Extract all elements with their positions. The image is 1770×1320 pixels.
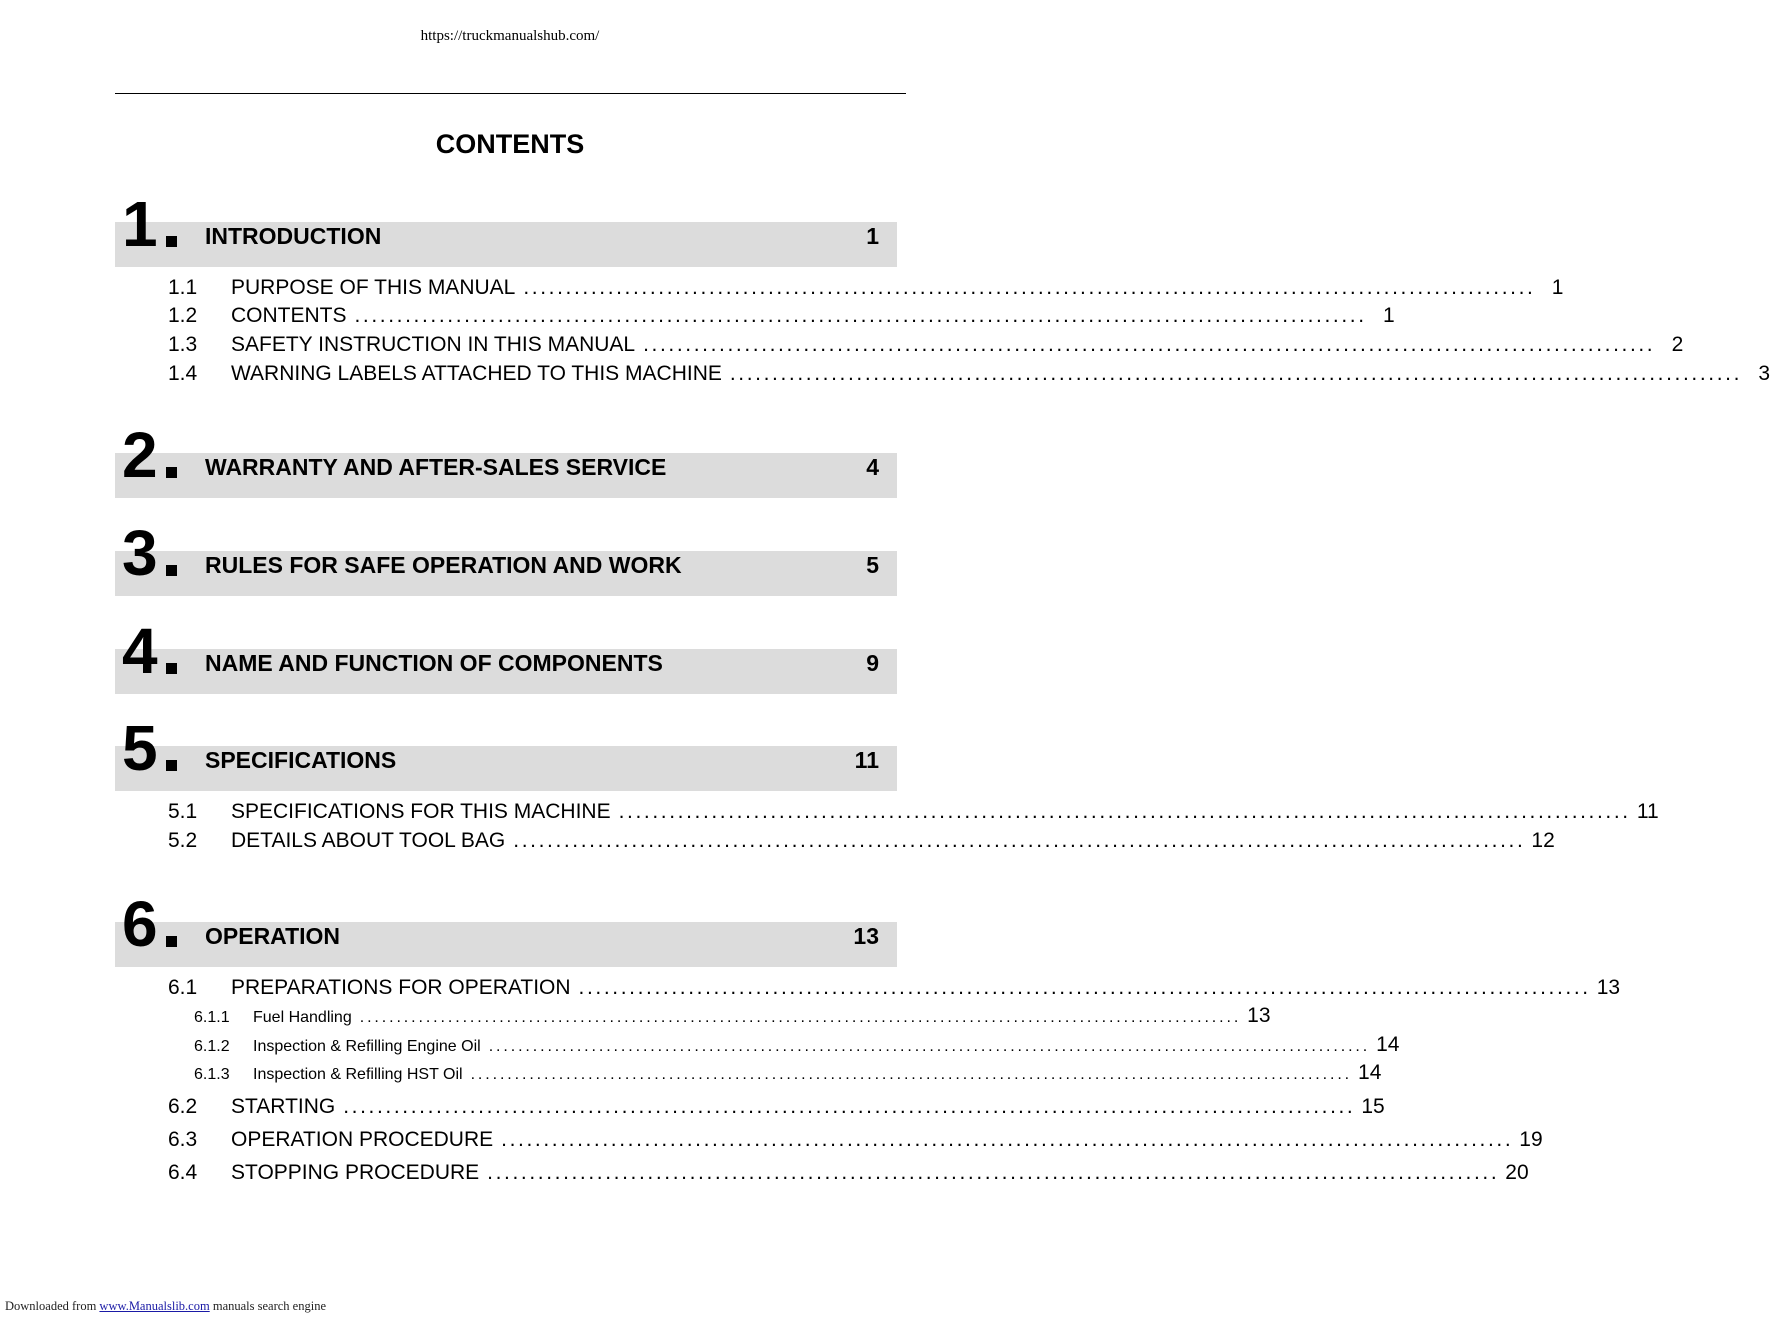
chapter-bullet-square [166, 760, 177, 771]
chapter-number: 5 [122, 712, 157, 784]
entry-number: 6.1.1 [194, 1009, 230, 1026]
chapter-bullet-square [166, 663, 177, 674]
entry-label: OPERATION PROCEDURE [231, 1128, 494, 1151]
chapter-number: 6 [122, 888, 157, 960]
chapter-page: 4 [866, 454, 879, 480]
toc-entry-6-1-1[interactable] [194, 1004, 1271, 1032]
leader-dots: ........................................................................................................................ [513, 829, 1526, 852]
entry-label: Inspection & Refilling Engine Oil [253, 1038, 481, 1055]
entry-page: 19 [1519, 1128, 1543, 1151]
entry-label: DETAILS ABOUT TOOL BAG [231, 829, 506, 852]
leader-dots: ........................................................................................................................ [470, 1066, 1353, 1083]
entry-page: 1 [1382, 304, 1395, 327]
entry-number: 1.1 [168, 276, 198, 299]
leader-dots: ........................................................................................................................ [488, 1038, 1371, 1055]
entry-page: 3 [1758, 362, 1770, 385]
chapter-title: WARRANTY AND AFTER-SALES SERVICE [205, 454, 667, 480]
toc-entry-6-4[interactable] [168, 1161, 1529, 1189]
chapter-page: 11 [854, 747, 879, 773]
chapter-number: 1 [122, 188, 157, 260]
chapter-6-heading[interactable] [115, 889, 897, 979]
toc-entry-6-1-3[interactable] [194, 1061, 1382, 1089]
entry-page: 14 [1358, 1061, 1382, 1084]
entry-page: 13 [1596, 976, 1621, 999]
chapter-title: RULES FOR SAFE OPERATION AND WORK [205, 552, 682, 578]
leader-dots: ........................................................................................................................ [343, 1095, 1356, 1118]
toc-entry-6-2[interactable] [168, 1095, 1385, 1123]
entry-number: 1.4 [168, 362, 198, 385]
footer-prefix: Downloaded from [5, 1299, 97, 1313]
footer [5, 1299, 326, 1314]
entry-label: STOPPING PROCEDURE [231, 1161, 480, 1184]
header-rule [115, 93, 906, 94]
leader-dots: ........................................................................................................................ [618, 800, 1631, 823]
entry-page: 14 [1376, 1033, 1400, 1056]
toc-entry-1-3[interactable] [168, 333, 1684, 361]
footer-link[interactable]: www.Manualslib.com [99, 1299, 210, 1313]
chapter-1-heading[interactable] [115, 189, 897, 279]
entry-label: PURPOSE OF THIS MANUAL [231, 276, 516, 299]
toc-entry-5-1[interactable] [168, 800, 1659, 828]
entry-number: 6.1.2 [194, 1038, 230, 1055]
entry-number: 6.1.3 [194, 1066, 230, 1083]
chapter-title: SPECIFICATIONS [205, 747, 397, 773]
leader-dots: ........................................................................................................................ [643, 333, 1656, 356]
chapter-title: NAME AND FUNCTION OF COMPONENTS [205, 650, 663, 676]
toc-entry-5-2[interactable] [168, 829, 1555, 857]
entry-page: 12 [1531, 829, 1555, 852]
chapter-bullet-square [166, 565, 177, 576]
entry-label: SPECIFICATIONS FOR THIS MACHINE [231, 800, 611, 823]
entry-number: 6.3 [168, 1128, 198, 1151]
leader-dots: ........................................................................................................................ [354, 304, 1367, 327]
header-url: https://truckmanualshub.com/ [420, 28, 600, 44]
entry-label: SAFETY INSTRUCTION IN THIS MANUAL [231, 333, 636, 356]
entry-page: 20 [1505, 1161, 1529, 1184]
leader-dots: ........................................................................................................................ [501, 1128, 1514, 1151]
chapter-3-heading[interactable] [115, 518, 897, 608]
toc-entry-1-2[interactable] [168, 304, 1395, 332]
entry-number: 6.4 [168, 1161, 198, 1184]
entry-label: Fuel Handling [253, 1009, 352, 1026]
entry-number: 1.2 [168, 304, 198, 327]
chapter-page: 5 [866, 552, 879, 578]
toc-entry-1-1[interactable] [168, 276, 1564, 304]
toc-entry-6-1[interactable] [168, 976, 1621, 1004]
footer-suffix: manuals search engine [212, 1299, 326, 1313]
entry-page: 13 [1247, 1004, 1271, 1027]
chapter-title: OPERATION [205, 923, 341, 949]
leader-dots: ........................................................................................................................ [729, 362, 1743, 385]
toc-entry-6-1-2[interactable] [194, 1033, 1400, 1061]
entry-label: WARNING LABELS ATTACHED TO THIS MACHINE [231, 362, 722, 385]
entry-label: PREPARATIONS FOR OPERATION [231, 976, 571, 999]
leader-dots: ........................................................................................................................ [578, 976, 1591, 999]
chapter-page: 9 [866, 650, 879, 676]
chapter-bullet-square [166, 467, 177, 478]
entry-page: 2 [1671, 333, 1684, 356]
chapter-4-heading[interactable] [115, 616, 897, 706]
page-title: CONTENTS [435, 129, 585, 159]
chapter-2-heading[interactable] [115, 420, 897, 510]
chapter-5-heading[interactable] [115, 713, 897, 803]
chapter-bullet-square [166, 936, 177, 947]
entry-page: 15 [1361, 1095, 1385, 1118]
chapter-number: 4 [122, 615, 157, 687]
entry-page: 1 [1551, 276, 1564, 299]
entry-number: 1.3 [168, 333, 198, 356]
leader-dots: ........................................................................................................................ [359, 1009, 1242, 1026]
entry-label: CONTENTS [231, 304, 347, 327]
leader-dots: ........................................................................................................................ [523, 276, 1536, 299]
chapter-page: 13 [853, 923, 879, 949]
entry-number: 5.1 [168, 800, 198, 823]
chapter-number: 3 [122, 517, 157, 589]
entry-label: STARTING [231, 1095, 336, 1118]
chapter-page: 1 [866, 223, 879, 249]
entry-label: Inspection & Refilling HST Oil [253, 1066, 463, 1083]
entry-number: 5.2 [168, 829, 198, 852]
chapter-title: INTRODUCTION [205, 223, 382, 249]
leader-dots: ........................................................................................................................ [487, 1161, 1500, 1184]
entry-number: 6.1 [168, 976, 198, 999]
chapter-bullet-square [166, 236, 177, 247]
entry-page: 11 [1636, 800, 1659, 823]
entry-number: 6.2 [168, 1095, 198, 1118]
chapter-number: 2 [122, 419, 157, 491]
toc-entry-6-3[interactable] [168, 1128, 1543, 1156]
toc-entry-1-4[interactable] [168, 362, 1770, 390]
